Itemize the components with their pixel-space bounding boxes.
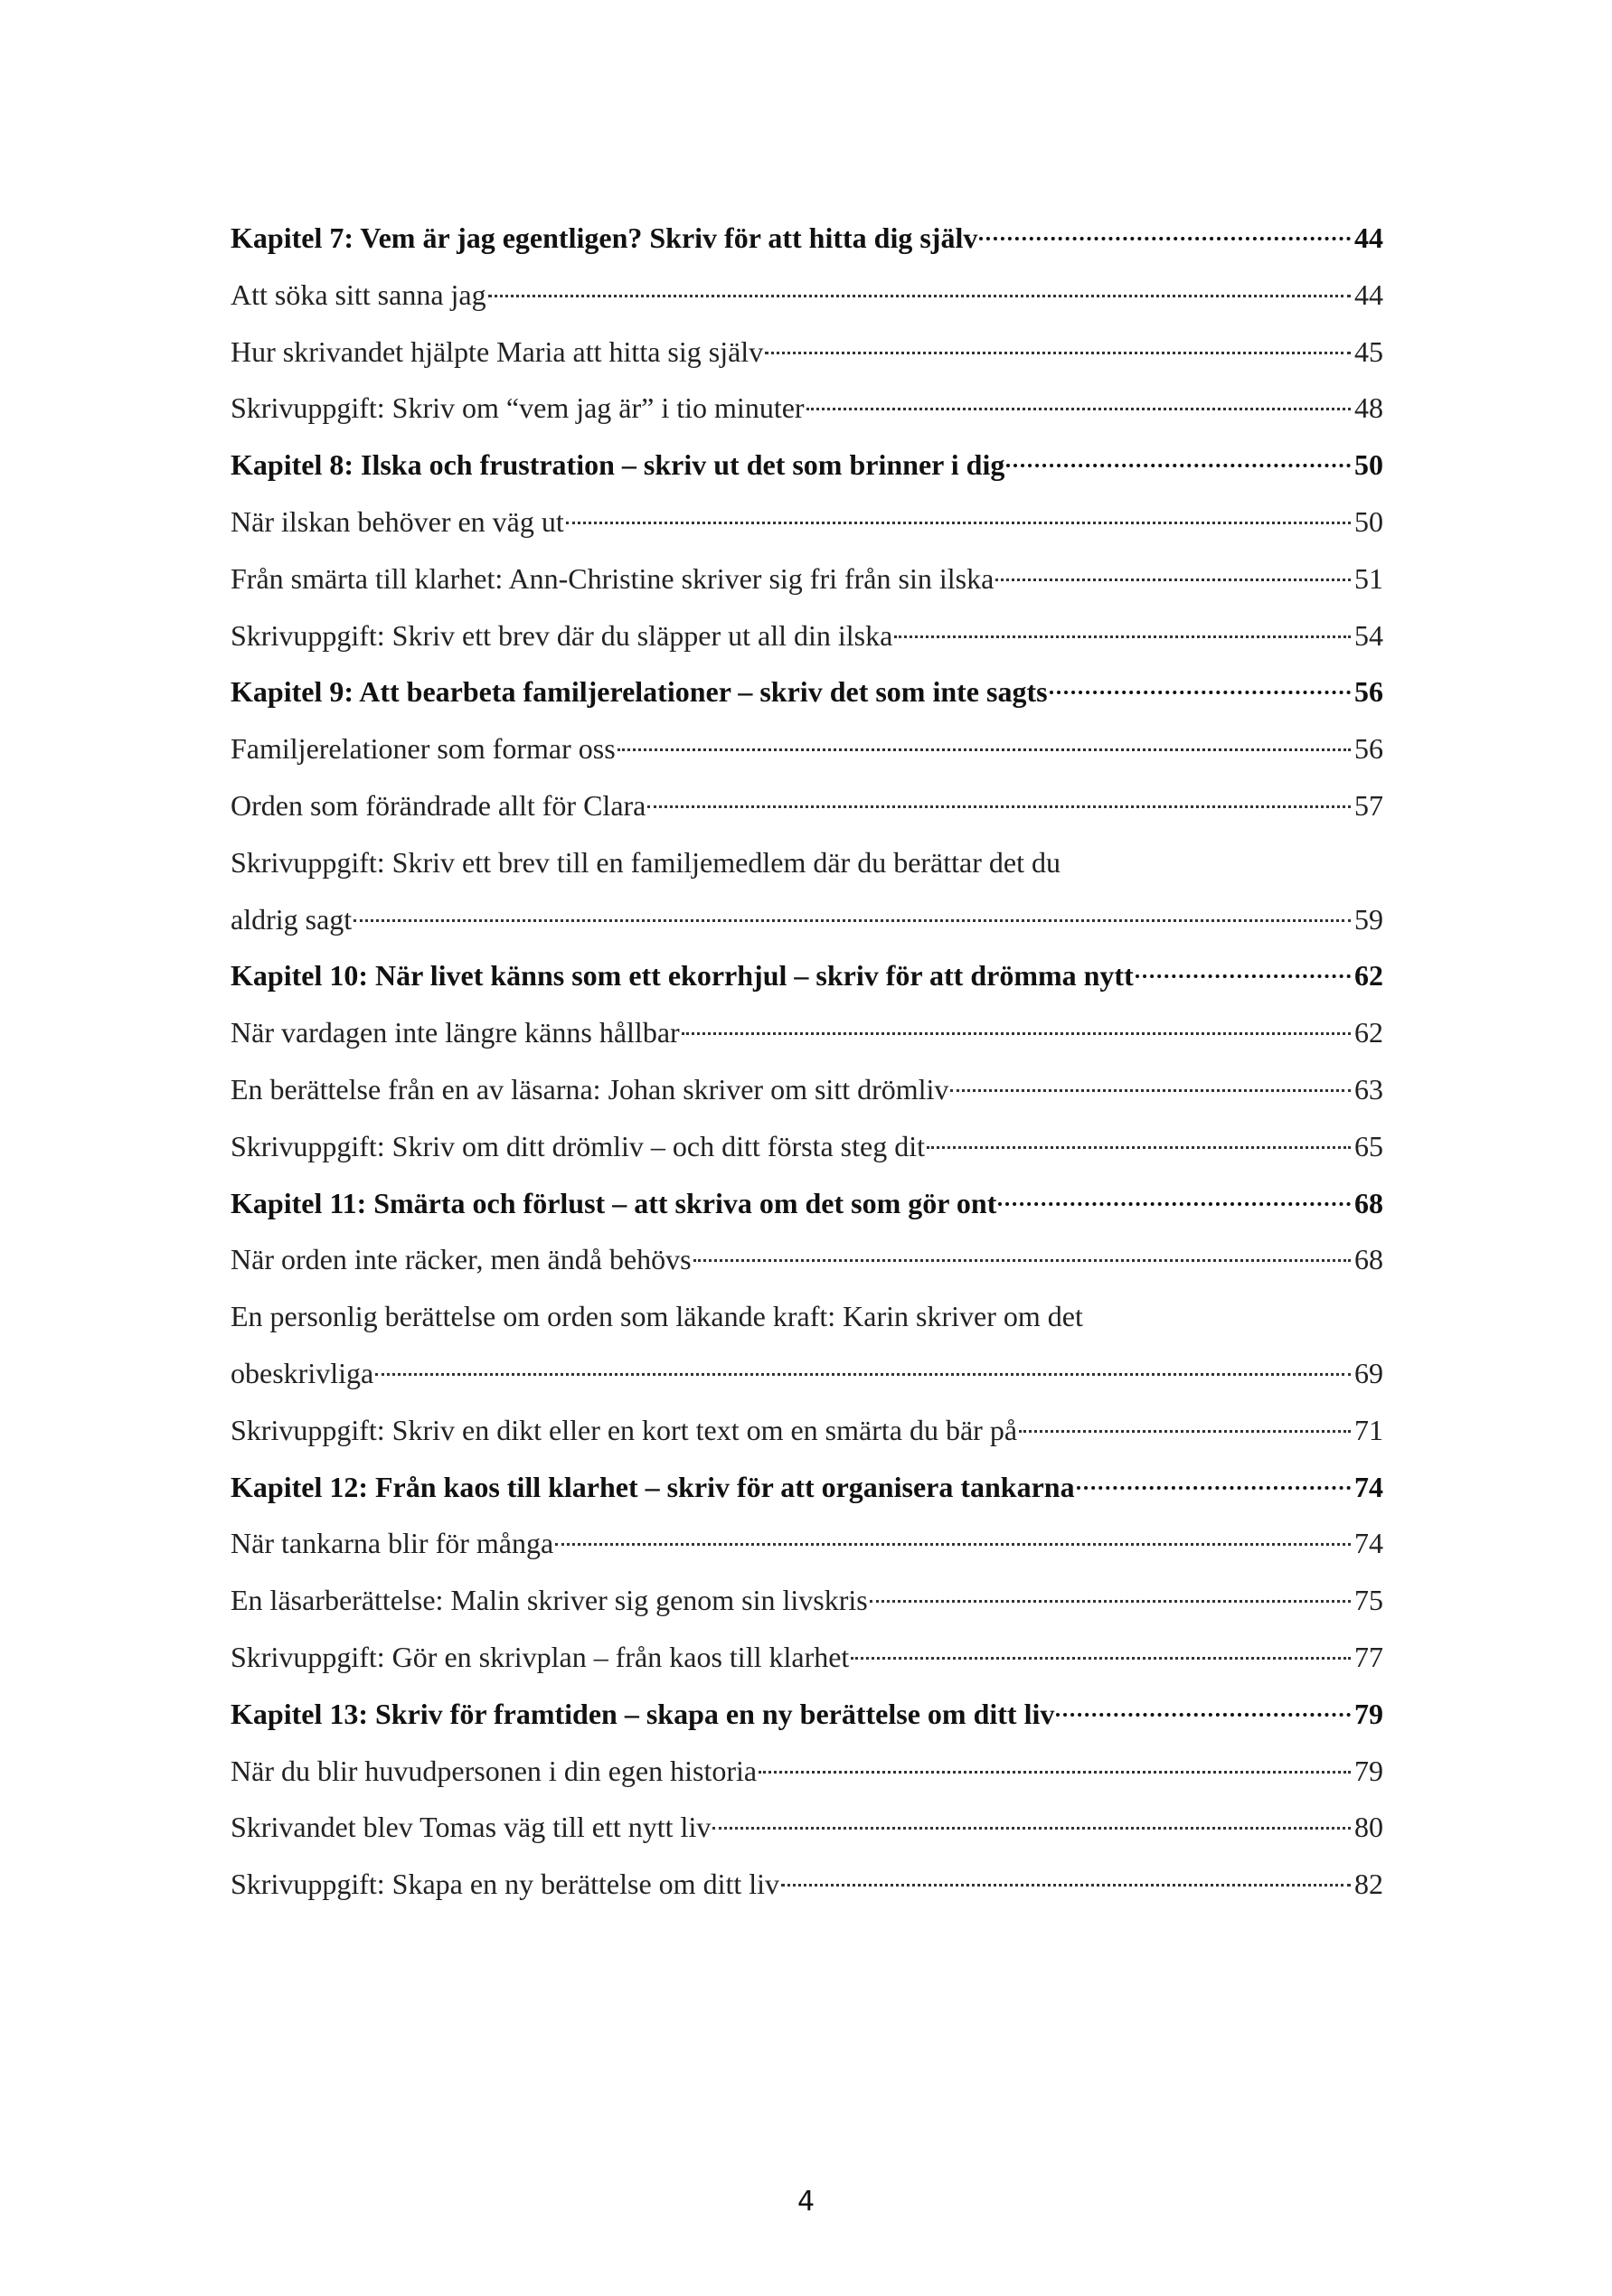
toc-entry-title: En berättelse från en av läsarna: Johan skriver om sitt drömliv (231, 1072, 949, 1106)
dot-leader (806, 390, 1351, 410)
toc-entry-title: Kapitel 12: Från kaos till klarhet – skriv för att organisera tankarna (231, 1470, 1075, 1503)
toc-page-number: 45 (1354, 334, 1383, 368)
toc-page-number: 63 (1354, 1072, 1383, 1106)
toc-entry-title: Från smärta till klarhet: Ann-Christine skriver sig fri från sin ilska (231, 561, 995, 595)
page-number: 4 (797, 2186, 815, 2217)
toc-section-entry (231, 1061, 1383, 1118)
toc-page-number: 51 (1354, 561, 1383, 595)
toc-page-number: 56 (1354, 732, 1383, 766)
dot-leader (1056, 1695, 1351, 1717)
toc-section-entry (231, 1629, 1383, 1686)
table-of-contents (231, 210, 1383, 1913)
toc-entry-title: Kapitel 9: Att bearbeta familjerelationer – skriv det som inte sagts (231, 675, 1048, 709)
toc-page-number: 79 (1354, 1697, 1383, 1730)
toc-page-number: 48 (1354, 391, 1383, 425)
toc-section-entry (231, 1743, 1383, 1800)
dot-leader (979, 219, 1351, 240)
dot-leader (488, 277, 1351, 297)
toc-entry-title: Skrivandet blev Tomas väg till ett nytt liv (231, 1811, 712, 1844)
toc-page-number: 44 (1354, 278, 1383, 311)
toc-section-entry (231, 550, 1383, 607)
toc-section-entry (231, 1231, 1383, 1288)
dot-leader (1050, 673, 1351, 694)
toc-page-number: 71 (1354, 1413, 1383, 1446)
toc-section-entry (231, 324, 1383, 381)
dot-leader (1136, 956, 1351, 978)
toc-entry-title: Familjerelationer som formar oss (231, 732, 616, 766)
toc-entry-line (231, 834, 1383, 891)
dot-leader (693, 1241, 1351, 1262)
toc-chapter-entry (231, 1686, 1383, 1743)
toc-entry-title: När orden inte räcker, men ändå behövs (231, 1243, 692, 1276)
dot-leader (765, 334, 1351, 354)
toc-entry-line (231, 1288, 1383, 1345)
dot-leader (555, 1525, 1351, 1546)
toc-entry-title: En läsarberättelse: Malin skriver sig genom sin livskris (231, 1584, 868, 1617)
toc-page-number: 69 (1354, 1356, 1383, 1389)
toc-chapter-entry (231, 1175, 1383, 1232)
dot-leader (995, 560, 1351, 581)
toc-entry-title: Orden som förändrade allt för Clara (231, 788, 646, 822)
toc-section-entry (231, 1004, 1383, 1061)
toc-page-number: 54 (1354, 618, 1383, 652)
toc-section-entry (231, 891, 1383, 948)
toc-entry-title: Skrivuppgift: Skriv ett brev där du släpper ut all din ilska (231, 618, 893, 652)
toc-page-number: 68 (1354, 1186, 1383, 1219)
toc-section-entry (231, 1118, 1383, 1175)
toc-entry-title: När ilskan behöver en väg ut (231, 504, 564, 538)
toc-page-number: 75 (1354, 1584, 1383, 1617)
toc-entry-title: Kapitel 13: Skriv för framtiden – skapa en ny berättelse om ditt liv (231, 1697, 1055, 1730)
toc-page-number: 56 (1354, 675, 1383, 709)
toc-chapter-entry (231, 1459, 1383, 1516)
toc-entry-title-continued: aldrig sagt (231, 902, 353, 936)
dot-leader (1006, 446, 1351, 467)
toc-page-number: 82 (1354, 1868, 1383, 1901)
toc-section-entry (231, 1345, 1383, 1402)
toc-page-number: 50 (1354, 448, 1383, 482)
toc-entry-title: Skrivuppgift: Skriv om “vem jag är” i tio minuter (231, 391, 805, 425)
toc-page-number: 62 (1354, 959, 1383, 993)
toc-entry-title: Kapitel 11: Smärta och förlust – att skriva om det som gör ont (231, 1186, 997, 1219)
dot-leader (759, 1753, 1351, 1774)
toc-entry-title: När vardagen inte längre känns hållbar (231, 1016, 680, 1049)
toc-entry-title: Att söka sitt sanna jag (231, 278, 486, 311)
toc-chapter-entry (231, 947, 1383, 1004)
toc-page-number: 68 (1354, 1243, 1383, 1276)
dot-leader (682, 1014, 1351, 1035)
dot-leader (712, 1809, 1351, 1830)
toc-entry-title: Skrivuppgift: Skriv ett brev till en familjemedlem där du berättar det du (231, 845, 1061, 879)
toc-entry-title: Kapitel 7: Vem är jag egentligen? Skriv för att hitta dig själv (231, 221, 978, 254)
toc-section-entry (231, 1856, 1383, 1913)
toc-page-number: 79 (1354, 1754, 1383, 1787)
toc-section-entry (231, 720, 1383, 777)
toc-section-entry (231, 1572, 1383, 1629)
dot-leader (354, 901, 1351, 922)
dot-leader (617, 730, 1351, 751)
toc-page-number: 77 (1354, 1640, 1383, 1673)
toc-chapter-entry (231, 437, 1383, 494)
dot-leader (781, 1866, 1351, 1887)
dot-leader (870, 1582, 1351, 1603)
dot-leader (998, 1184, 1351, 1206)
dot-leader (647, 787, 1351, 808)
toc-section-entry (231, 777, 1383, 834)
toc-entry-title: Skrivuppgift: Skriv om ditt drömliv – och ditt första steg dit (231, 1129, 925, 1162)
toc-section-entry (231, 1799, 1383, 1856)
toc-section-entry (231, 607, 1383, 664)
toc-page-number: 44 (1354, 221, 1383, 254)
toc-entry-title: En personlig berättelse om orden som läkande kraft: Karin skriver om det (231, 1300, 1083, 1333)
toc-entry-title-continued: obeskrivliga (231, 1356, 374, 1389)
toc-entry-title: Kapitel 10: När livet känns som ett ekorrhjul – skriv för att drömma nytt (231, 959, 1134, 993)
toc-page-number: 50 (1354, 504, 1383, 538)
dot-leader (375, 1355, 1351, 1376)
toc-chapter-entry (231, 210, 1383, 267)
toc-section-entry (231, 1402, 1383, 1459)
toc-page-number: 74 (1354, 1470, 1383, 1503)
toc-page-number: 57 (1354, 788, 1383, 822)
toc-entry-title: Skrivuppgift: Gör en skrivplan – från kaos till klarhet (231, 1640, 850, 1673)
toc-section-entry (231, 1515, 1383, 1572)
dot-leader (566, 503, 1351, 524)
toc-page-number: 74 (1354, 1527, 1383, 1560)
dot-leader (950, 1071, 1351, 1092)
toc-entry-title: Skrivuppgift: Skapa en ny berättelse om ditt liv (231, 1868, 780, 1901)
toc-page-number: 80 (1354, 1811, 1383, 1844)
toc-entry-title: Hur skrivandet hjälpte Maria att hitta sig själv (231, 334, 764, 368)
dot-leader (851, 1639, 1351, 1660)
dot-leader (1019, 1412, 1351, 1433)
toc-chapter-entry (231, 663, 1383, 720)
dot-leader (1077, 1468, 1351, 1490)
toc-entry-title: När tankarna blir för många (231, 1527, 554, 1560)
toc-section-entry (231, 267, 1383, 324)
toc-section-entry (231, 380, 1383, 437)
toc-page-number: 62 (1354, 1016, 1383, 1049)
toc-section-entry (231, 494, 1383, 550)
dot-leader (894, 617, 1351, 638)
toc-page-number: 65 (1354, 1129, 1383, 1162)
toc-entry-title: Skrivuppgift: Skriv en dikt eller en kort text om en smärta du bär på (231, 1413, 1018, 1446)
toc-entry-title: När du blir huvudpersonen i din egen historia (231, 1754, 758, 1787)
dot-leader (927, 1128, 1351, 1149)
toc-entry-title: Kapitel 8: Ilska och frustration – skriv ut det som brinner i dig (231, 448, 1005, 482)
toc-page-number: 59 (1354, 902, 1383, 936)
